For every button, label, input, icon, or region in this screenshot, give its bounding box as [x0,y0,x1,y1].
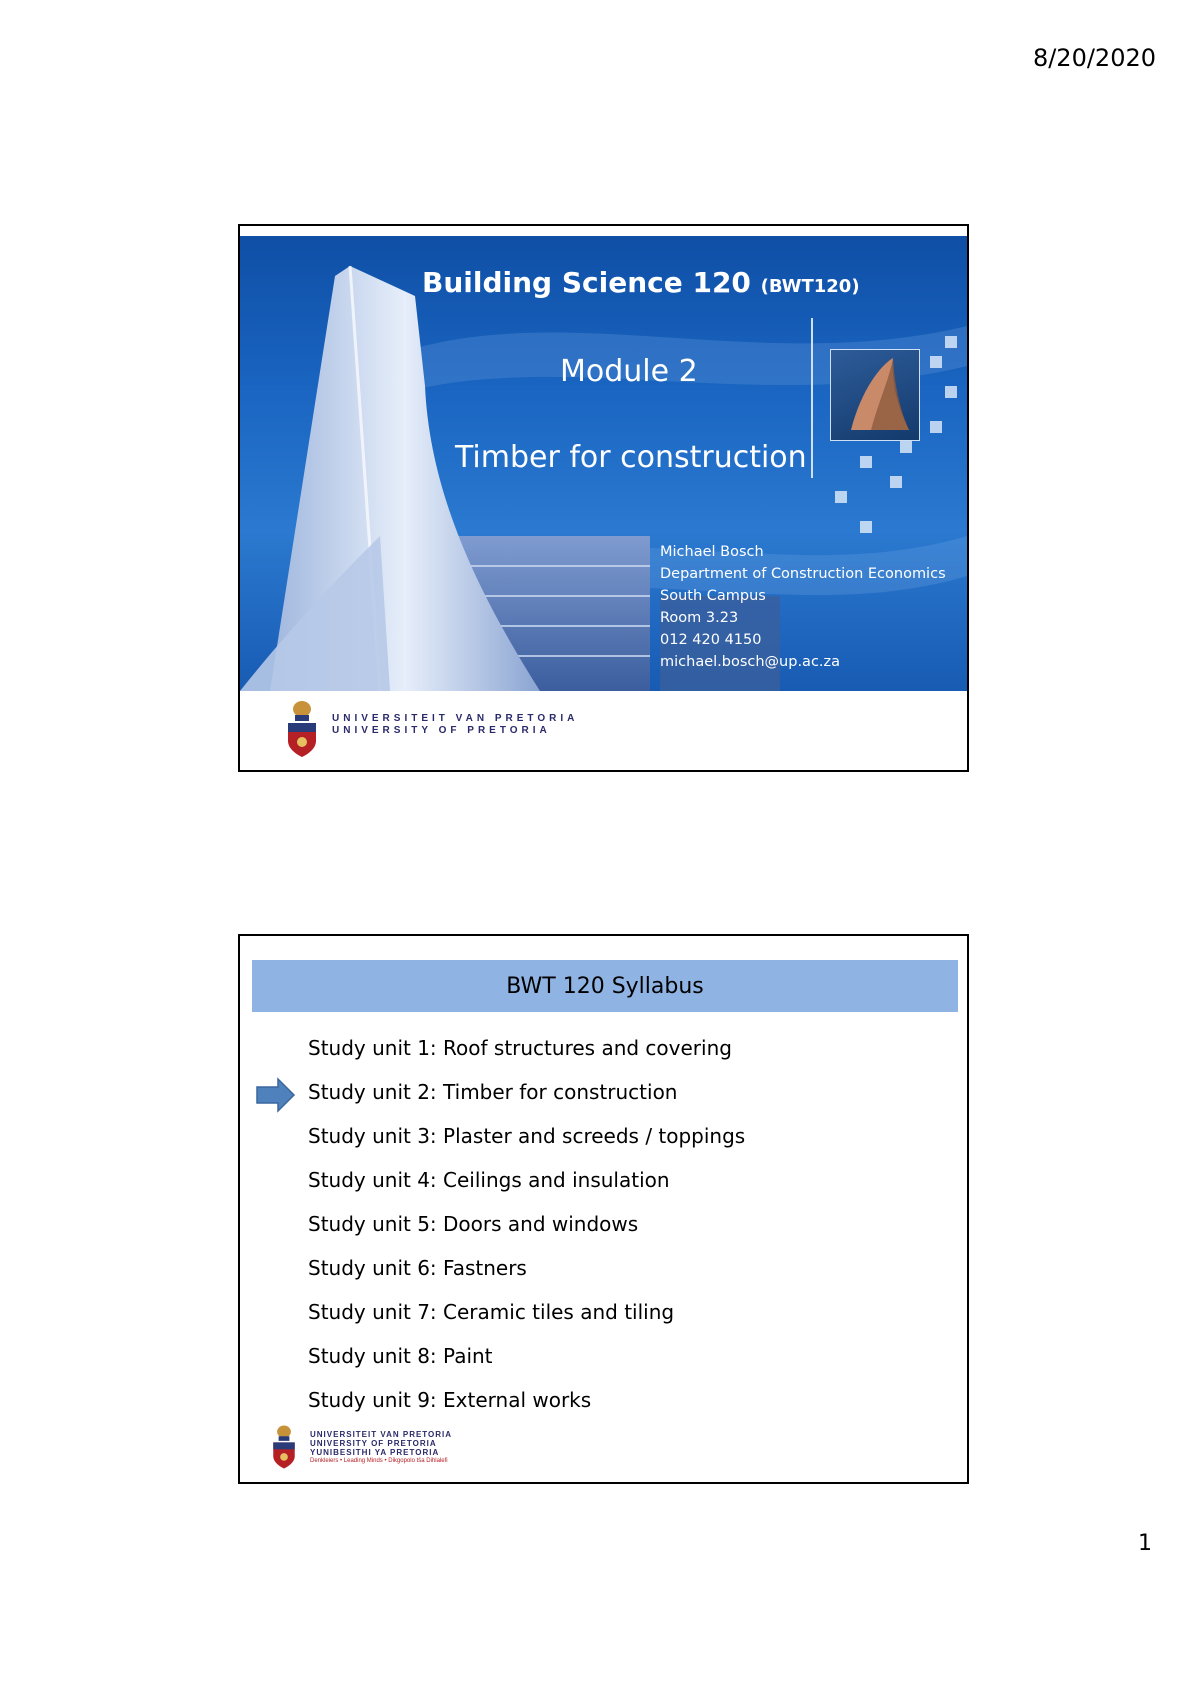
slide-module-label: Module 2 [560,354,698,389]
list-item: Study unit 3: Plaster and screeds / toppings [308,1124,746,1148]
sculpture-thumbnail [830,349,920,441]
list-item: Study unit 6: Fastners [308,1256,527,1280]
contact-name: Michael Bosch [660,544,764,560]
list-item: Study unit 9: External works [308,1388,592,1412]
slide-syllabus [238,934,969,1484]
contact-department: Department of Construction Economics [660,566,946,582]
current-unit-arrow-icon [256,1077,296,1113]
contact-block [660,541,946,673]
slide-footer [240,691,967,770]
university-name: UNIVERSITEIT VAN PRETORIA UNIVERSITY OF PRETORIA [332,713,579,736]
contact-phone: 012 420 4150 [660,632,762,648]
list-item: Study unit 1: Roof structures and covering [308,1036,732,1060]
contact-room: Room 3.23 [660,610,739,626]
list-item: Study unit 5: Doors and windows [308,1212,639,1236]
slide-subtitle: Timber for construction [455,440,807,475]
university-crest-icon [270,1424,298,1470]
list-item: Study unit 7: Ceramic tiles and tiling [308,1300,675,1324]
divider-line [811,318,813,478]
contact-campus: South Campus [660,588,766,604]
university-name: UNIVERSITEIT VAN PRETORIA UNIVERSITY OF PRETORIA YUNIBESITHI YA PRETORIA Denkleiers • Leading Minds • Dikgopolo tša Dihlalefi [310,1430,453,1464]
syllabus-list [308,1026,745,1422]
list-item: Study unit 4: Ceilings and insulation [308,1168,670,1192]
slide-hero-banner [240,236,967,691]
university-crest-icon [284,699,320,759]
slide-title-text: Building Science 120 (BWT120) [422,266,860,299]
slide-title [238,224,969,772]
contact-email: michael.bosch@up.ac.za [660,654,841,670]
page-date: 8/20/2020 [1032,44,1156,72]
page-number: 1 [1138,1531,1152,1556]
syllabus-header: BWT 120 Syllabus [252,960,958,1012]
list-item: Study unit 2: Timber for construction [308,1080,678,1104]
list-item: Study unit 8: Paint [308,1344,493,1368]
